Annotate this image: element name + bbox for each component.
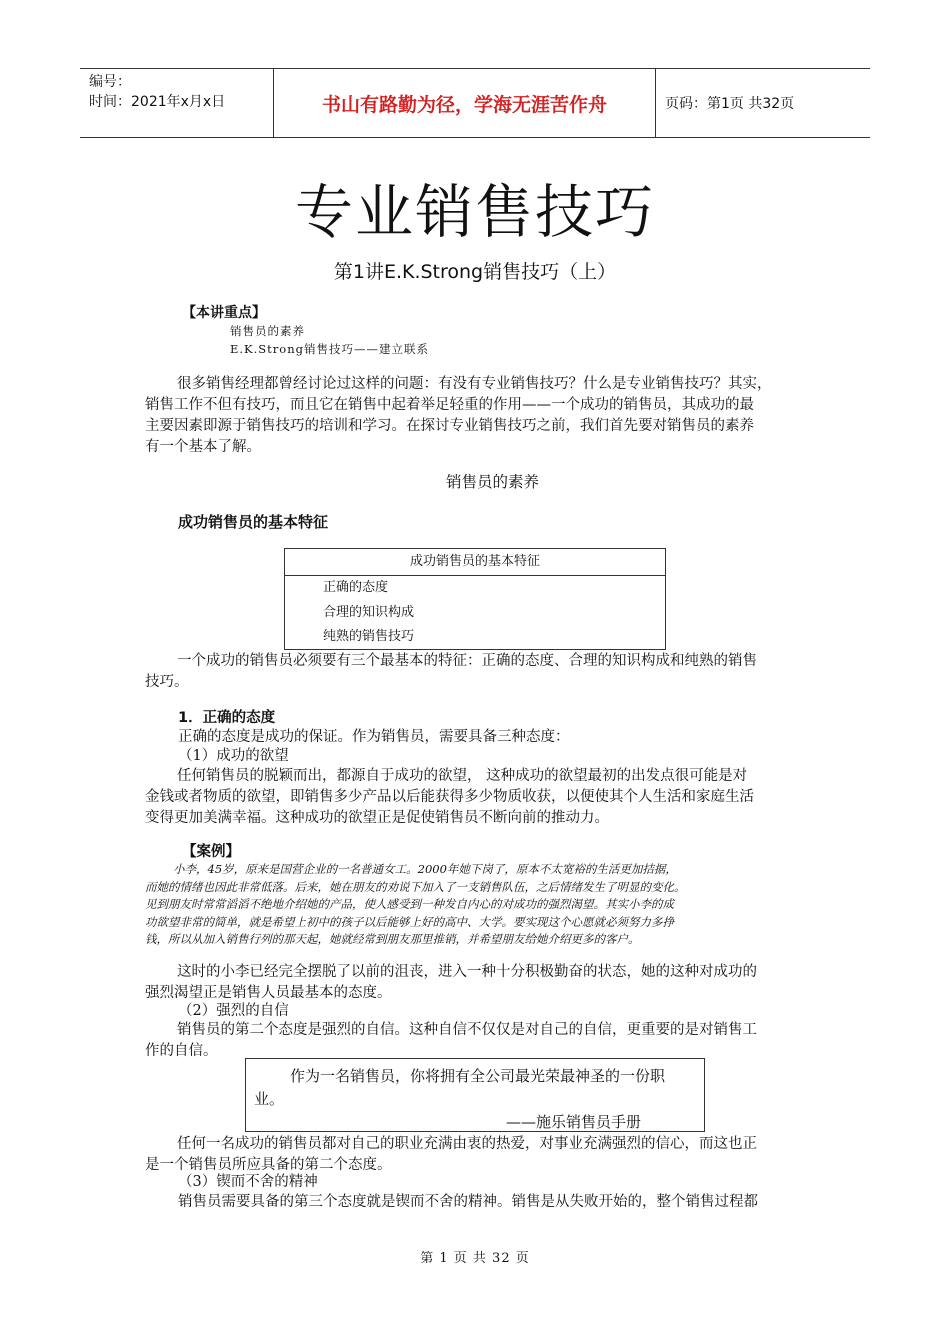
attitude-item-2: （2）强烈的自信 [178, 1003, 289, 1019]
case-text [145, 861, 845, 949]
header-motto: 书山有路勤为径，学海无涯苦作舟 [274, 69, 656, 137]
case-line: 见到朋友时常常滔滔不绝地介绍她的产品，使人感受到一种发自内心的对成功的强烈渴望。其实小李的成 [145, 897, 674, 912]
section-title: 销售员的素养 [445, 473, 539, 491]
case-line: 钱，所以从加入销售行列的那天起，她就经常到朋友那里推销，并希望朋友给她介绍更多的客户。 [145, 932, 640, 947]
attitude-heading: 1．正确的态度 [178, 710, 276, 726]
paragraph-line: 这时的小李已经完全摆脱了以前的沮丧，进入一种十分积极勤奋的状态，她的这种对成功的 [177, 964, 757, 980]
paragraph-line: 是一个销售员所应具备的第二个态度。 [145, 1157, 392, 1173]
key-points-heading: 【本讲重点】 [182, 305, 266, 321]
case-line: 而她的情绪也因此非常低落。后来，她在朋友的劝说下加入了一支销售队伍，之后情绪发生了明显的变化。 [145, 879, 686, 894]
traits-table-row: 正确的态度 [323, 580, 389, 595]
traits-table-header: 成功销售员的基本特征 [285, 549, 665, 576]
paragraph-line: 强烈渴望正是销售人员最基本的态度。 [145, 985, 392, 1001]
header-meta-cell [80, 69, 274, 137]
after-quote-paragraph [145, 1134, 845, 1176]
intro-paragraph [145, 374, 845, 458]
quote-line: 作为一名销售员，你将拥有全公司最光荣最神圣的一份职 [290, 1067, 666, 1085]
intro-line: 销售工作不但有技巧，而且它在销售中起着举足轻重的作用——一个成功的销售员，其成功的最 [145, 397, 754, 413]
traits-table [284, 548, 666, 650]
subsection-title: 成功销售员的基本特征 [178, 513, 329, 531]
key-point-item: 销售员的素养 [230, 324, 305, 338]
traits-table-row: 纯熟的销售技巧 [323, 629, 415, 644]
header-page-info: 页码：第1页 共32页 [665, 96, 795, 112]
attitude-intro: 正确的态度是成功的保证。作为销售员，需要具备三种态度： [178, 729, 570, 745]
attitude-item-3-line: 销售员需要具备的第三个态度就是锲而不舍的精神。销售是从失败开始的，整个销售过程都 [178, 1194, 758, 1210]
attitude-item-2-paragraph [145, 1020, 845, 1062]
document-title: 专业销售技巧 [294, 178, 655, 246]
key-point-item: E.K.Strong销售技巧——建立联系 [230, 342, 429, 356]
paragraph-line: 销售员的第二个态度是强烈的自信。这种自信不仅仅是对自己的自信，更重要的是对销售工 [177, 1022, 757, 1038]
summary-line: 技巧。 [145, 674, 189, 690]
case-line: 小李，45岁，原来是国营企业的一名普通女工。2000年她下岗了，原本不太宽裕的生活更加拮据， [173, 862, 677, 876]
paragraph-line: 任何一名成功的销售员都对自己的职业充满由衷的热爱，对事业充满强烈的信心，而这也正 [177, 1136, 757, 1152]
page-header [80, 68, 870, 138]
after-case-paragraph [145, 962, 845, 1004]
intro-line: 很多销售经理都曾经讨论过这样的问题：有没有专业销售技巧？什么是专业销售技巧？其实， [177, 376, 772, 392]
paragraph-line: 作的自信。 [145, 1043, 218, 1059]
quote-line: 业。 [254, 1090, 285, 1108]
lecture-subtitle: 第1讲E.K.Strong销售技巧（上） [333, 261, 617, 283]
intro-line: 有一个基本了解。 [145, 439, 261, 455]
attitude-item-1: （1）成功的欲望 [178, 748, 289, 764]
case-heading: 【案例】 [182, 844, 240, 860]
attitude-item-3: （3）锲而不舍的精神 [178, 1174, 318, 1190]
paragraph-line: 任何销售员的脱颖而出，都源自于成功的欲望， 这种成功的欲望最初的出发点很可能是对 [177, 768, 748, 784]
page-footer: 第 1 页 共 32 页 [420, 1251, 530, 1266]
header-time-label: 时间：2021年x月x日 [89, 94, 226, 110]
paragraph-line: 金钱或者物质的欲望，即销售多少产品以后能获得多少物质收获，以便使其个人生活和家庭生活 [145, 789, 754, 805]
attitude-item-1-paragraph [145, 766, 845, 829]
case-line: 功欲望非常的简单，就是希望上初中的孩子以后能够上好的高中、大学。要实现这个心愿就必须努力多挣 [145, 914, 674, 929]
quote-source: ——施乐销售员手册 [506, 1113, 642, 1131]
summary-line: 一个成功的销售员必须要有三个最基本的特征：正确的态度、合理的知识构成和纯熟的销售 [177, 653, 757, 669]
traits-table-row: 合理的知识构成 [323, 604, 415, 620]
header-number-label: 编号： [89, 74, 131, 90]
summary-paragraph [145, 651, 845, 693]
key-points-list [230, 322, 429, 358]
quote-box [245, 1058, 705, 1132]
intro-line: 主要因素即源于销售技巧的培训和学习。在探讨专业销售技巧之前，我们首先要对销售员的素养 [145, 418, 754, 434]
paragraph-line: 变得更加美满幸福。这种成功的欲望正是促使销售员不断向前的推动力。 [145, 810, 609, 826]
